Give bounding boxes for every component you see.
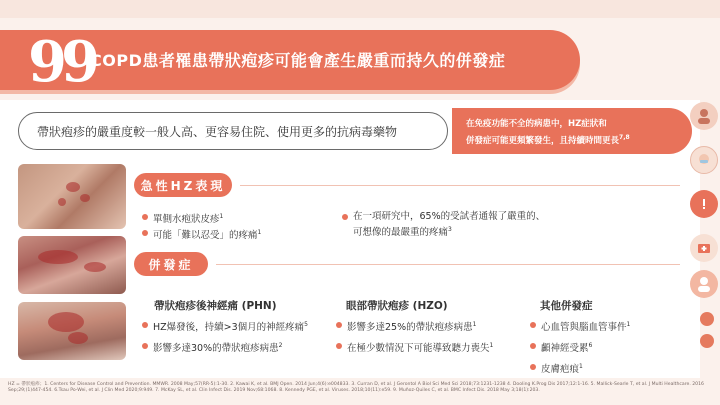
- virus-icon: [700, 334, 714, 348]
- list-item: HZ爆發後，持續>3個月的神經疼痛$^5$: [142, 319, 337, 334]
- callout-line-1: 在免疫功能不全的病患中，HZ症狀和: [466, 119, 607, 129]
- acute-symptom-list: [142, 211, 322, 243]
- warning-icon: [690, 190, 718, 218]
- section-divider: [216, 264, 680, 265]
- doctor-icon: [690, 270, 718, 298]
- list-item: 心血管與腦血管事件$^1$: [530, 319, 680, 334]
- list-item: 顱神經受累$^6$: [530, 340, 680, 355]
- photo-rash-back: [18, 164, 126, 229]
- list-item: 影響多達30%的帶狀疱疹病患$^2$: [142, 340, 337, 355]
- sick-person-icon: [690, 146, 718, 174]
- virus-icon: [700, 312, 714, 326]
- quote-icon: 99: [28, 29, 94, 95]
- photo-eye-rash: [18, 236, 126, 294]
- callout-line-2: 併發症可能更頻繁發生，且持續時間更長$^{7,8}$: [466, 134, 630, 146]
- section-divider: [240, 185, 680, 186]
- acute-hz-heading: 急性HZ表現: [134, 173, 232, 197]
- person-avatar-icon: [690, 102, 718, 130]
- summary-text: 帶狀疱疹的嚴重度較一般人高、更容易住院、使用更多的抗病毒藥物: [37, 124, 398, 139]
- list-item: 單側水疱狀皮疹$^1$: [142, 211, 322, 226]
- references-footnote: HZ = 帶狀疱疹；1. Centers for Disease Control and Prevention. MMWR. 2008 May;57(RR-5):1-30. 2. Kawai K, et al. BMJ Open. 2014 Jun;4(6):e004833. 3. Curran D, et al. J Gerontol A Biol Sci Med Sci 2018;73:1231-1238 4. Dooling K.Prog Dis 2017;12:1-16. 5. Mallick-Searle T, et al. J Multi Healthcare. 2016 Sep;29;(1)447-454. 6.Tsau Po-Wei, et al. J Clin Med 2020;9:949. 7. McKay SL, et al. Clin Infect Dis. 2019 Nov;68:1068. 8. Kennedy PGE, et al. Viruses. 2018;10(11):e59. 9. Muñoz-Quiles C, et al. BMC Infect Dis. 2018 May 3;18(1):203.: [8, 382, 704, 393]
- other-complications-list: [530, 319, 680, 382]
- summary-pill: [18, 112, 448, 150]
- list-item: 可能「難以忍受」的疼痛$^1$: [142, 227, 322, 242]
- photo-face-rash: [18, 302, 126, 360]
- list-item: 皮膚疤痕$^1$: [530, 361, 680, 376]
- medical-kit-icon: [690, 234, 718, 262]
- list-item-continuation: 可想像的最嚴重的疼痛$^3$: [353, 226, 452, 239]
- hzo-heading: 眼部帶狀疱疹 (HZO): [346, 300, 448, 312]
- other-complications-heading: 其他併發症: [540, 300, 593, 312]
- top-strip: [0, 0, 720, 18]
- immunocompromised-callout: [452, 108, 692, 154]
- list-item: 在極少數情況下可能導致聽力喪失$^1$: [336, 340, 531, 355]
- complications-heading: 併發症: [134, 252, 208, 276]
- phn-list: [142, 319, 337, 361]
- list-item: 在一項研究中，65%的受試者通報了嚴重的、: [342, 211, 622, 223]
- phn-heading: 帶狀疱疹後神經痛 (PHN): [154, 300, 277, 312]
- acute-study-list: [342, 211, 622, 240]
- page-title: COPD患者罹患帶狀疱疹可能會產生嚴重而持久的併發症: [90, 51, 506, 70]
- list-item: 影響多達25%的帶狀疱疹病患$^1$: [336, 319, 531, 334]
- hzo-list: [336, 319, 531, 361]
